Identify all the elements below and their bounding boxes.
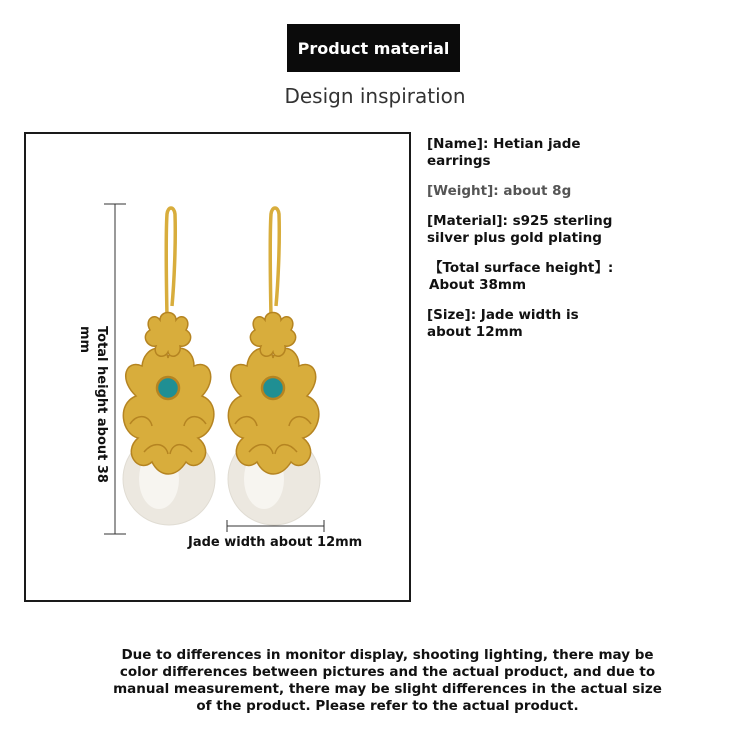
spec-list [427,136,627,354]
disclaimer-text: Due to differences in monitor display, shooting lighting, there may be color differences between pictures and the actual product, and due to manual measurement, there may be slight differences in the actual size of the product. Please refer to the actual product. [113,647,662,714]
height-dimension-label: Total height about 38 mm [77,326,109,483]
spec-size: [Size]: Jade width is about 12mm [427,307,579,340]
width-dimension-label: Jade width about 12mm [188,535,363,550]
product-material-badge: Product material [287,24,460,72]
spec-height: 【Total surface height】: About 38mm [429,260,614,293]
spec-material: [Material]: s925 sterling silver plus gold plating [427,213,613,246]
design-inspiration-title: Design inspiration [284,84,466,108]
right-earring [228,208,320,525]
spec-name: [Name]: Hetian jade earrings [427,136,581,169]
left-earring [123,208,215,525]
spec-weight: [Weight]: about 8g [427,183,572,199]
